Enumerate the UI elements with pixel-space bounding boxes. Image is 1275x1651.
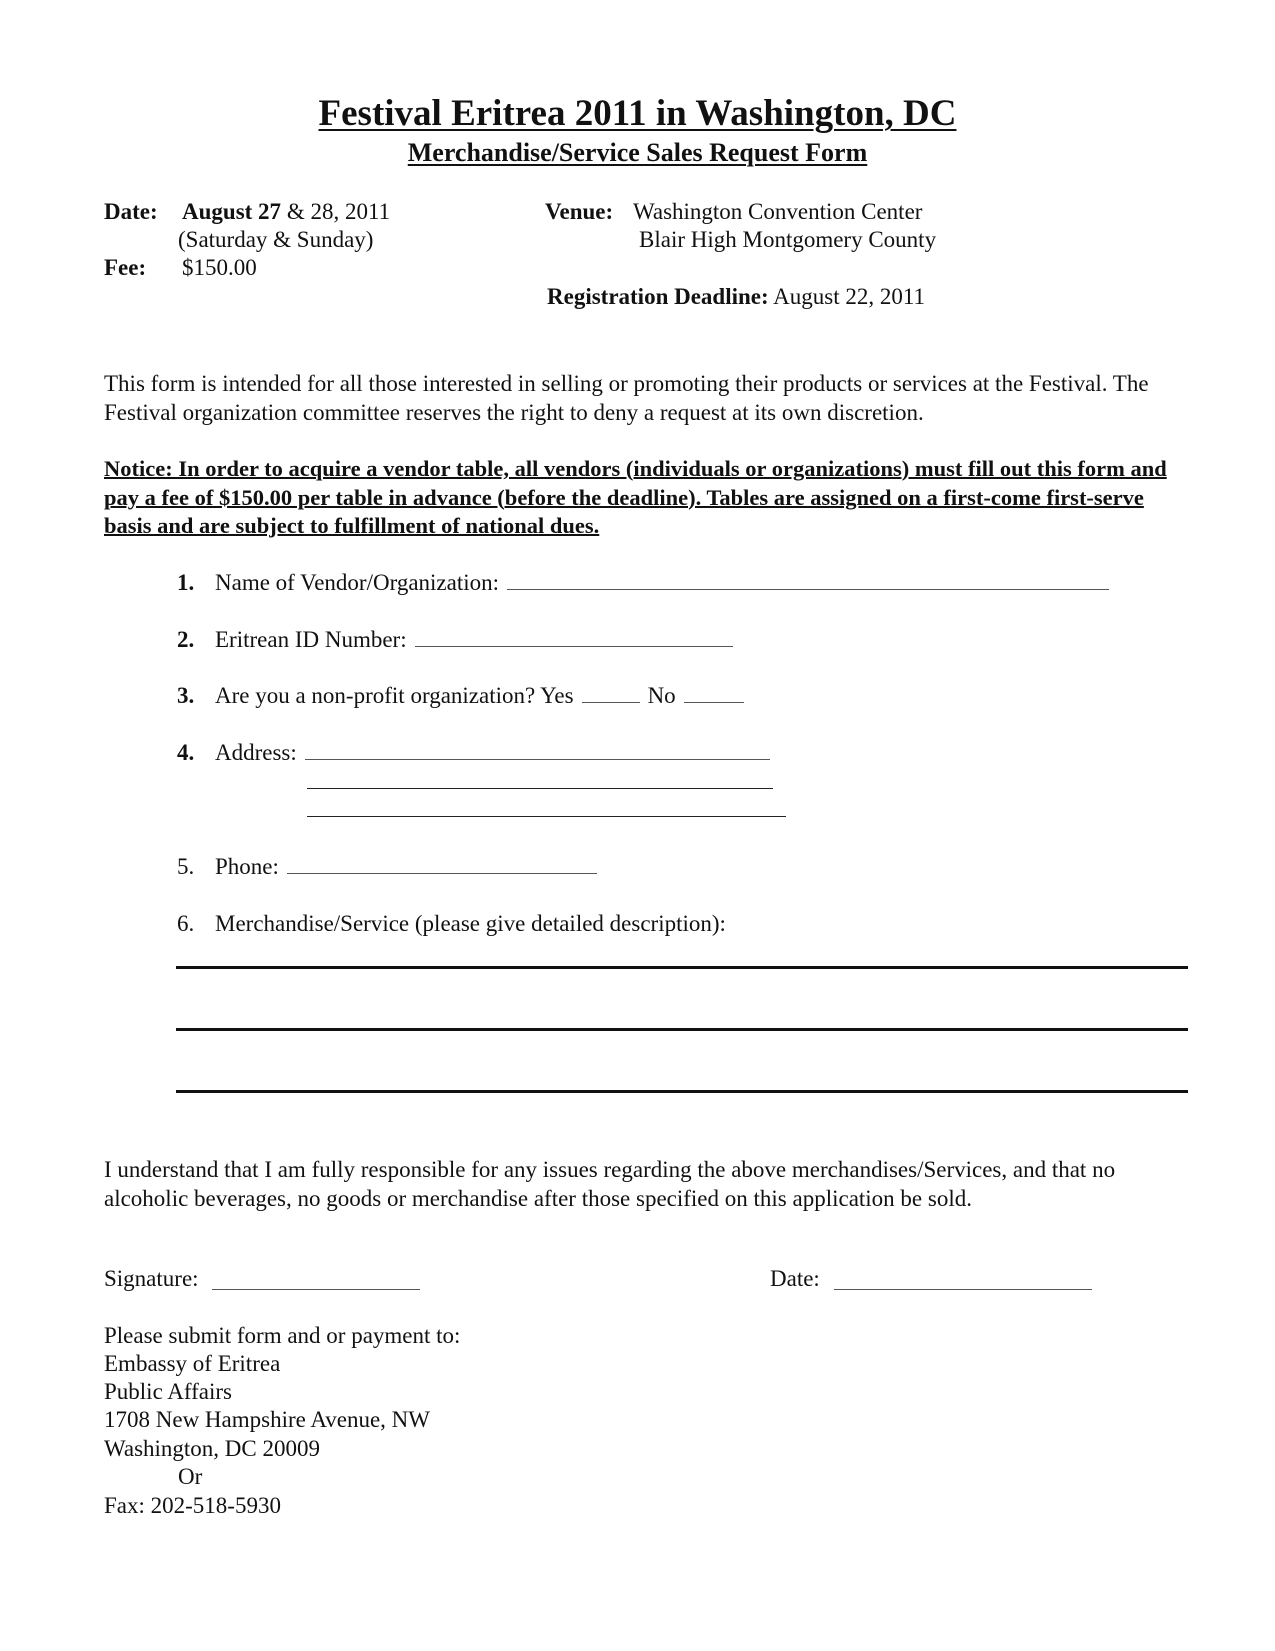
venue-line-1: Washington Convention Center bbox=[633, 199, 923, 224]
notice-paragraph: Notice: In order to acquire a vendor table, all vendors (individuals or organizations) must fill out this form and pay a fee of $150.00 per table in advance (before the deadline). Tables are assigned on a first-come first-serve basis and are subject to fulfillment of national dues. bbox=[104, 456, 1167, 538]
non-profit-yes-input[interactable] bbox=[582, 682, 640, 703]
fee-value: $150.00 bbox=[182, 255, 257, 280]
registration-deadline bbox=[547, 283, 925, 311]
vendor-name-input[interactable] bbox=[507, 569, 1109, 590]
address-input-line-2[interactable] bbox=[307, 788, 773, 789]
field-label: Name of Vendor/Organization: bbox=[215, 570, 500, 595]
date-field bbox=[770, 1265, 1092, 1293]
agreement-paragraph: I understand that I am fully responsible for any issues regarding the above merchandises/Services, and that no alcoholic beverages, no goods or merchandise after those specified on this application be sold. bbox=[104, 1157, 1116, 1211]
no-label: No bbox=[647, 683, 676, 708]
field-label: Address: bbox=[215, 740, 297, 765]
event-date-rest: & 28, 2011 bbox=[281, 199, 391, 224]
submit-embassy: Embassy of Eritrea bbox=[104, 1351, 281, 1376]
submit-city: Washington, DC 20009 bbox=[104, 1436, 321, 1461]
submit-or: Or bbox=[178, 1464, 203, 1489]
submit-fax: Fax: 202-518-5930 bbox=[104, 1493, 281, 1518]
event-days: (Saturday & Sunday) bbox=[178, 227, 374, 252]
sign-date-label: Date: bbox=[770, 1266, 820, 1291]
intro-paragraph: This form is intended for all those interested in selling or promoting their products or services at the Festival. The Festival organization committee reserves the right to deny a request at its own discretion. bbox=[104, 371, 1149, 425]
field-label: Merchandise/Service (please give detailed description): bbox=[215, 911, 726, 936]
eritrean-id-input[interactable] bbox=[415, 626, 733, 647]
field-number: 5. bbox=[177, 854, 195, 879]
fee-label: Fee: bbox=[104, 255, 147, 280]
field-number: 1. bbox=[177, 570, 195, 595]
field-label: Phone: bbox=[215, 854, 279, 879]
date-label: Date: bbox=[104, 199, 158, 224]
signature-label: Signature: bbox=[104, 1266, 199, 1291]
event-date-first: August 27 bbox=[182, 199, 282, 224]
non-profit-no-input[interactable] bbox=[684, 682, 744, 703]
field-number: 2. bbox=[177, 627, 195, 652]
submit-street: 1708 New Hampshire Avenue, NW bbox=[104, 1407, 430, 1432]
event-dates bbox=[182, 198, 390, 226]
field-address bbox=[177, 739, 770, 767]
field-vendor-name bbox=[177, 569, 1109, 597]
field-label: Eritrean ID Number: bbox=[215, 627, 407, 652]
deadline-label: Registration Deadline: bbox=[547, 284, 769, 309]
address-input-line-3[interactable] bbox=[307, 816, 786, 817]
description-line-1[interactable] bbox=[176, 966, 1188, 969]
address-input-line-1[interactable] bbox=[305, 739, 770, 760]
submit-instructions: Please submit form and or payment to: bbox=[104, 1323, 461, 1348]
field-phone bbox=[177, 853, 597, 881]
field-eritrean-id bbox=[177, 626, 733, 654]
signature-input[interactable] bbox=[212, 1269, 420, 1290]
field-non-profit bbox=[177, 682, 744, 710]
description-line-2[interactable] bbox=[176, 1028, 1188, 1031]
field-merchandise bbox=[177, 910, 726, 938]
field-number: 3. bbox=[177, 683, 195, 708]
venue-line-2: Blair High Montgomery County bbox=[639, 227, 937, 252]
venue-label: Venue: bbox=[545, 199, 614, 224]
sign-date-input[interactable] bbox=[834, 1269, 1092, 1290]
phone-input[interactable] bbox=[287, 853, 597, 874]
form-subtitle: Merchandise/Service Sales Request Form bbox=[407, 138, 868, 167]
signature-field bbox=[104, 1265, 420, 1293]
field-number: 4. bbox=[177, 740, 195, 765]
field-label: Are you a non-profit organization? Yes bbox=[215, 683, 574, 708]
submit-department: Public Affairs bbox=[104, 1379, 232, 1404]
page-title: Festival Eritrea 2011 in Washington, DC bbox=[318, 93, 957, 134]
deadline-value: August 22, 2011 bbox=[768, 284, 925, 309]
description-line-3[interactable] bbox=[176, 1090, 1188, 1093]
field-number: 6. bbox=[177, 911, 195, 936]
